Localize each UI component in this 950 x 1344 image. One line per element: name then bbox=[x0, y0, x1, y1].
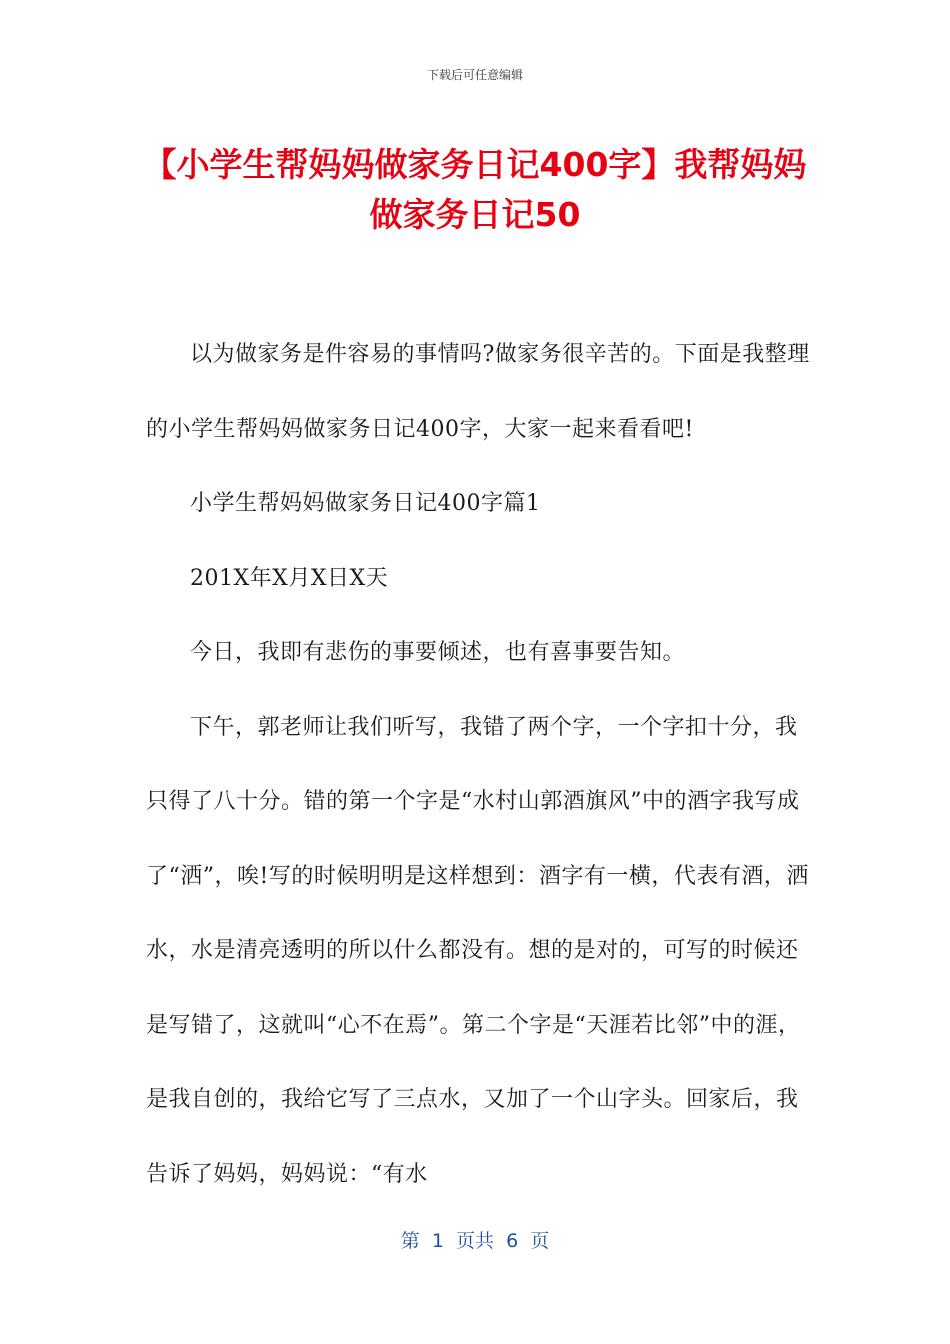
page-number: 第 1 页共 6 页 bbox=[400, 1230, 550, 1252]
document-title: 【小学生帮妈妈做家务日记400字】我帮妈妈做家务日记50 bbox=[143, 145, 807, 234]
intro-paragraph: 以为做家务是件容易的事情吗?做家务很辛苦的。下面是我整理的小学生帮妈妈做家务日记400字，大家一起来看看吧! bbox=[146, 342, 810, 442]
diary-date: 201X年X月X日X天 bbox=[190, 565, 389, 591]
section-heading: 小学生帮妈妈做家务日记400字篇1 bbox=[190, 491, 541, 516]
diary-paragraph: 下午，郭老师让我们听写，我错了两个字，一个字扣十分，我只得了八十分。错的第一个字是“水村山郭酒旗风”中的酒字我写成了“洒”，唉!写的时候明明是这样想到：酒字有一横，代表有酒，洒水，水是清亮透明的所以什么都没有。想的是对的，可写的时候还是写错了，这就叫“心不在焉”。第二个字是“天涯若比邻”中的涯，是我自创的，我给它写了三点水，又加了一个山字头。回家后，我告诉了妈妈，妈妈说：“有水 bbox=[146, 714, 809, 1187]
diary-paragraph: 今日，我即有悲伤的事要倾述，也有喜事要告知。 bbox=[190, 640, 686, 665]
document-body bbox=[146, 318, 816, 1212]
page-header-note: 下载后可任意编辑 bbox=[426, 68, 523, 82]
